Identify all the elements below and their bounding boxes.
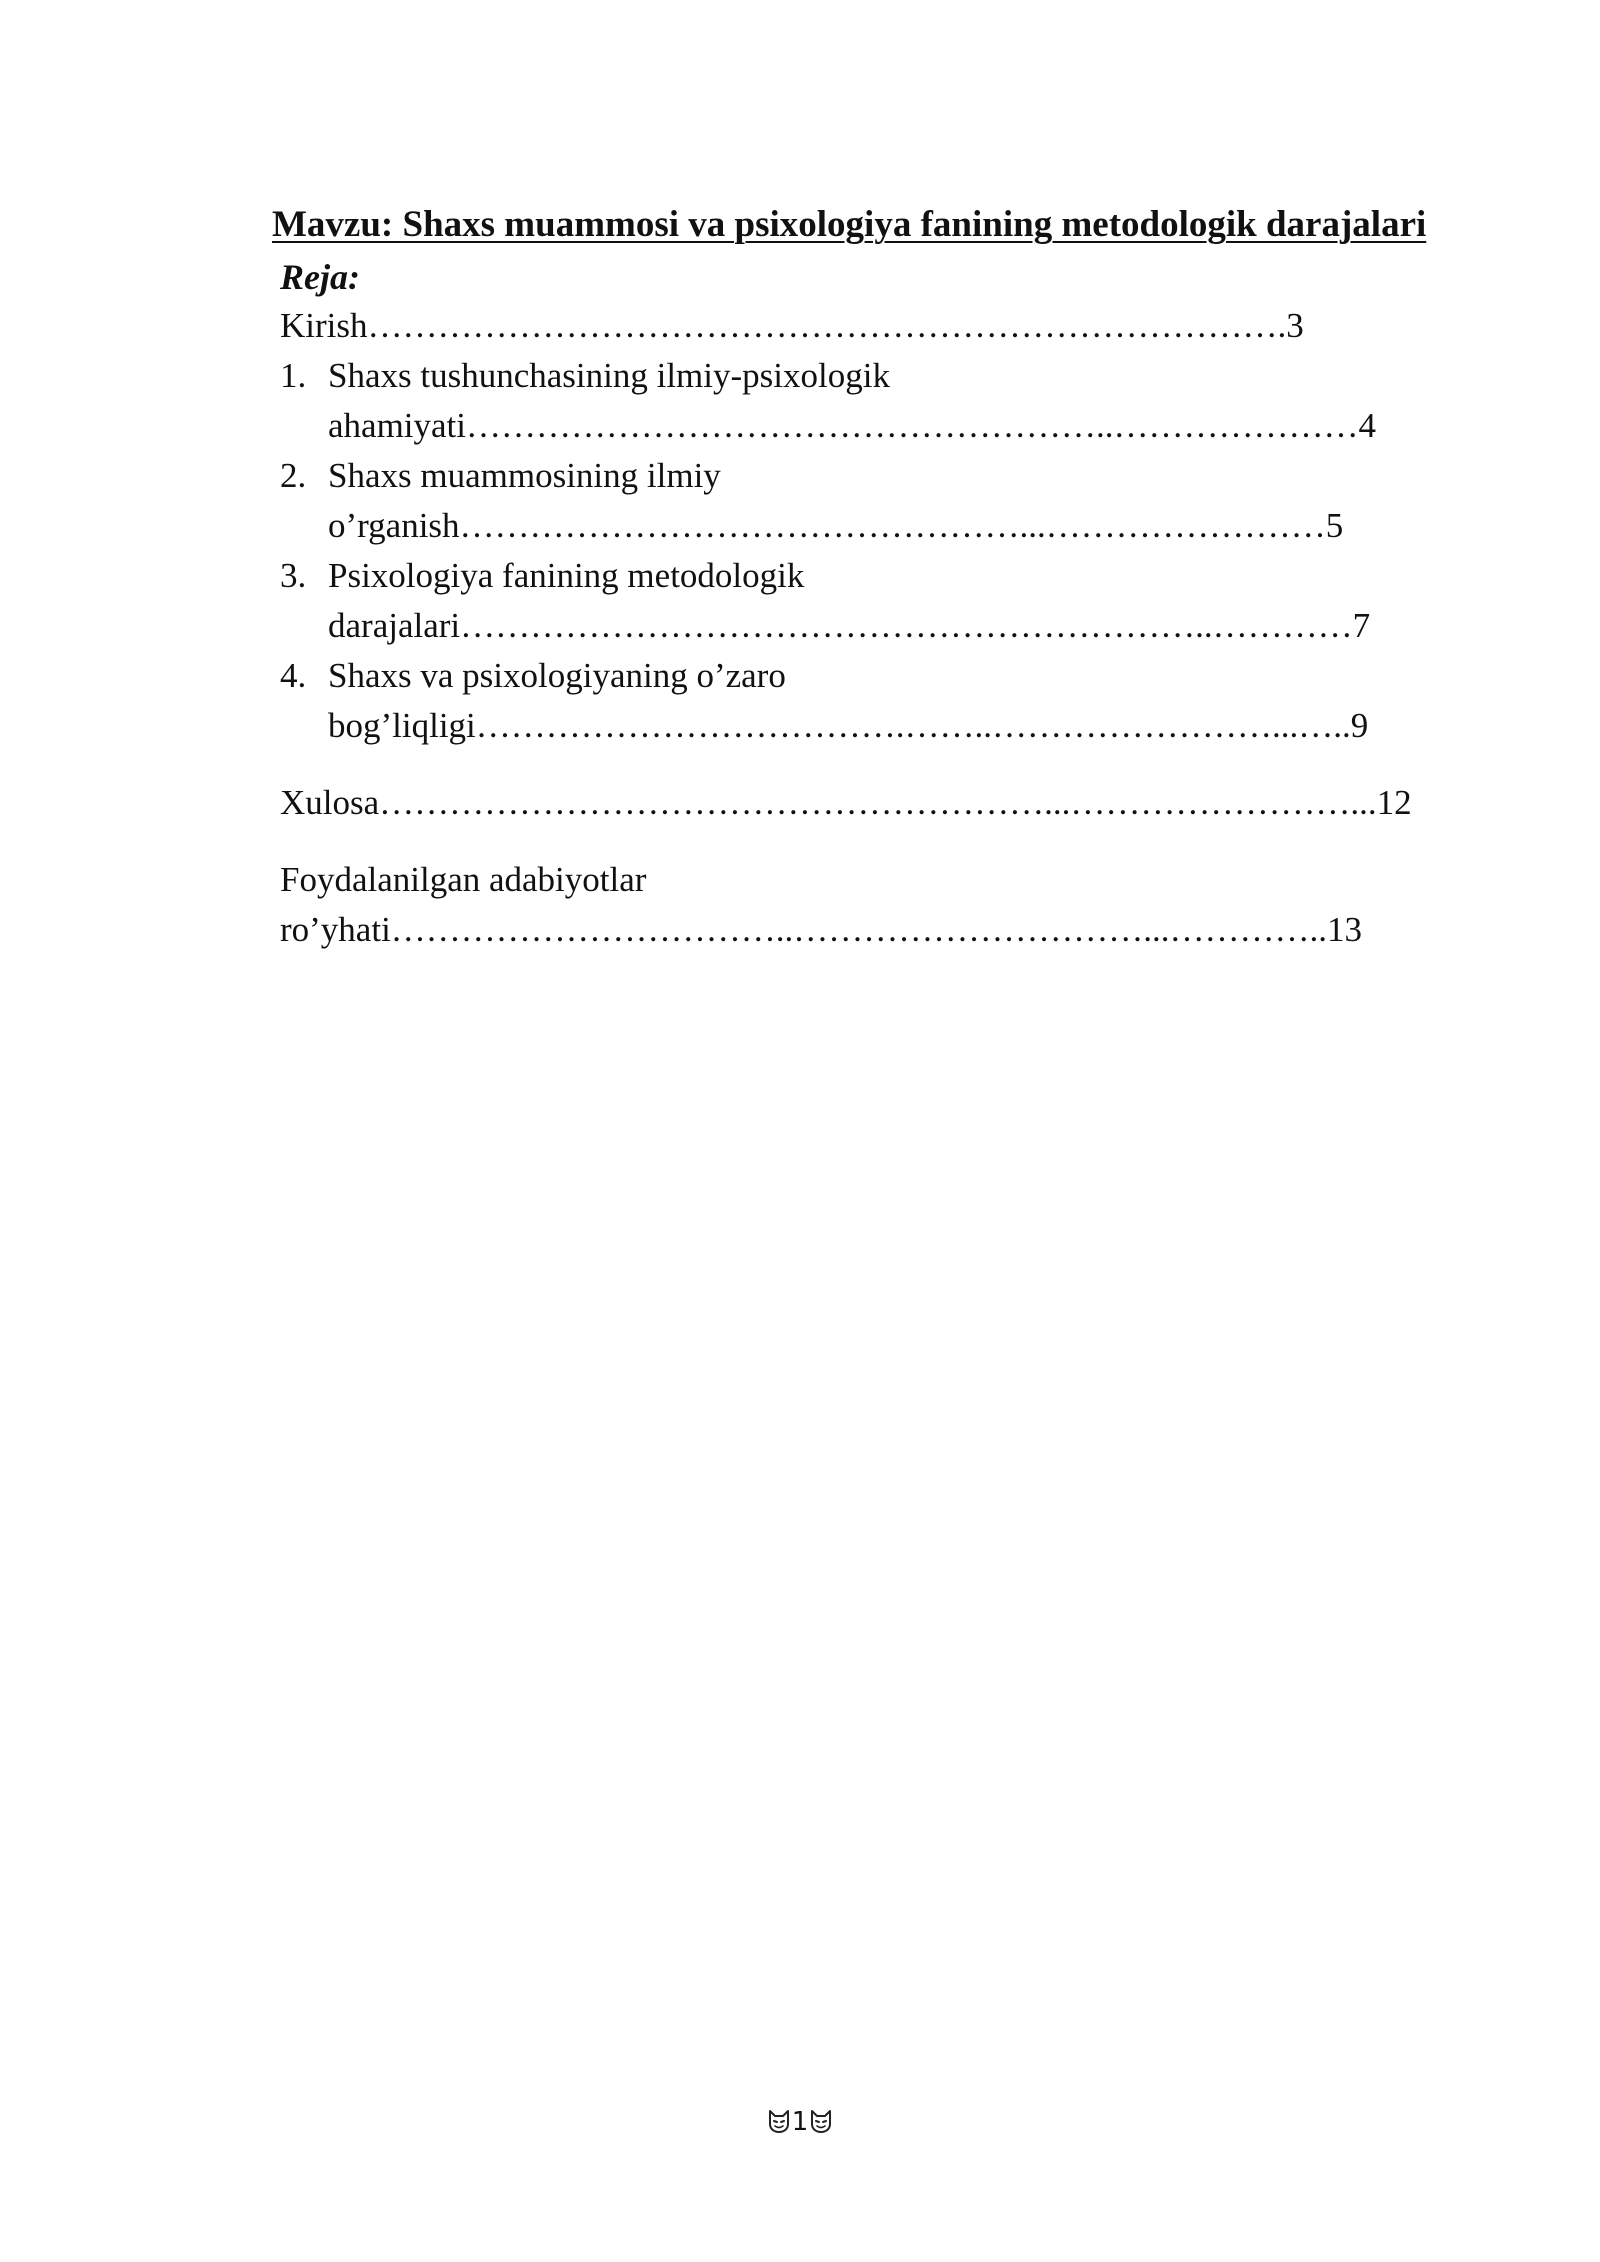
- toc-entry-intro: Kirish…………………………………………………………………….3: [280, 306, 1304, 345]
- toc-item-title: Shaxs tushunchasining ilmiy-psixologik: [328, 356, 890, 395]
- toc-item-title: Psixologiya fanining metodologik: [328, 556, 805, 595]
- cat-face-icon: [766, 2108, 792, 2134]
- cat-face-icon: [808, 2108, 834, 2134]
- toc-item-title: Shaxs muammosining ilmiy: [328, 456, 721, 495]
- toc-item-number: 4.: [280, 656, 307, 695]
- toc-item-title-continuation: darajalari………………………………………………………..…………7: [328, 606, 1371, 645]
- page-number: 1: [791, 2107, 809, 2137]
- toc-item-title: Shaxs va psixologiyaning o’zaro: [328, 656, 786, 695]
- toc-item-number: 3.: [280, 556, 307, 595]
- toc-item-title-continuation: bog’liqligi……………………………….……..……………………...…..9: [328, 706, 1369, 745]
- toc-entry-references: Foydalanilgan adabiyotlar: [280, 860, 647, 899]
- toc-entry-references-continuation: ro’yhati……………………………..…………………………...…………..13: [280, 910, 1363, 949]
- toc-entry-conclusion: Xulosa…………………………………………………...……………………...12: [280, 783, 1412, 822]
- toc-item-number: 2.: [280, 456, 307, 495]
- document-title: Mavzu: Shaxs muammosi va psixologiya fanining metodologik darajalari: [272, 204, 1427, 245]
- plan-heading: Reja:: [280, 257, 360, 297]
- toc-item-number: 1.: [280, 356, 307, 395]
- toc-item-title-continuation: ahamiyati………………………………………………..…………………4: [328, 406, 1377, 445]
- page-footer: [0, 2104, 1600, 2140]
- toc-item-title-continuation: o’rganish…………………………………………...……………………5: [328, 506, 1344, 545]
